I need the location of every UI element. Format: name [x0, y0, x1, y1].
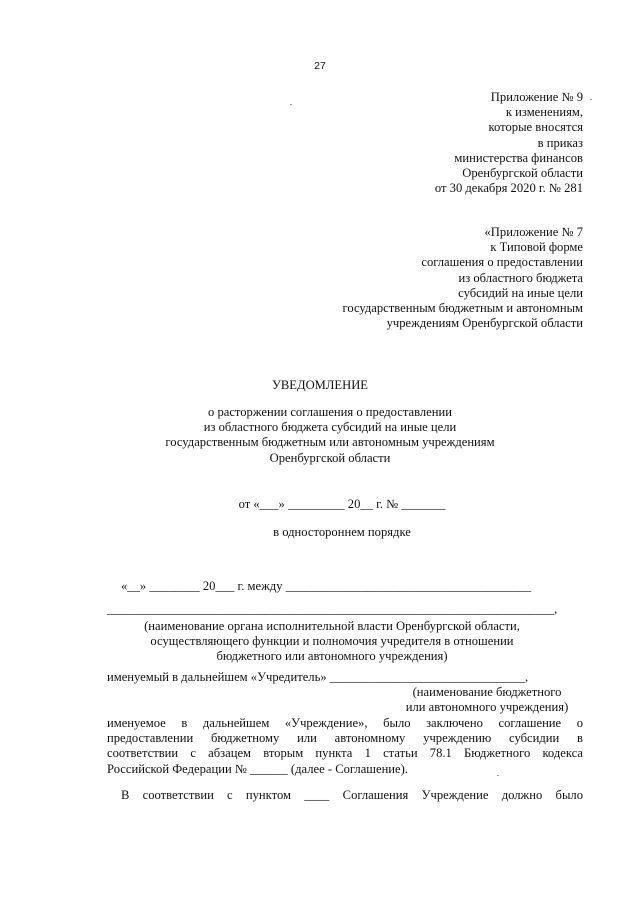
appendix-7-line: соглашения о предоставлении	[421, 255, 583, 270]
document-subtitle	[10, 405, 640, 466]
paragraph-line: В соответствии с пунктом ____ Соглашения Учреждение должно было	[121, 788, 583, 802]
subtitle-line: государственным бюджетным или автономным учреждениям	[165, 435, 495, 450]
appendix-7-line: государственным бюджетным и автономным	[342, 301, 583, 316]
scan-speck	[290, 104, 292, 105]
last-paragraph	[121, 788, 583, 803]
organ-note-line: осуществляющего функции и полномочия учредителя в отношении	[150, 634, 514, 649]
appendix-7-header	[342, 225, 583, 331]
appendix-9-line: от 30 декабря 2020 г. № 281	[434, 181, 583, 196]
founder-line: именуемый в дальнейшем «Учредитель» _______________________________,	[107, 670, 529, 684]
appendix-9-line: Оренбургской области	[462, 166, 583, 181]
appendix-9-line: министерства финансов	[454, 150, 583, 165]
appendix-9-header	[435, 90, 583, 196]
mode-text: в одностороннем порядке	[273, 525, 411, 539]
paragraph-line: Российской Федерации № ______ (далее - Соглашение).	[107, 761, 408, 776]
appendix-9-line: к изменениям,	[505, 105, 583, 120]
document-title	[0, 378, 640, 393]
page-number: 27	[314, 60, 326, 72]
organ-note-line: бюджетного или автономного учреждения)	[216, 649, 448, 664]
institution-note-line: (наименование бюджетного	[412, 685, 562, 699]
institution-note	[392, 685, 582, 715]
appendix-9-line: в приказ	[537, 135, 583, 150]
subtitle-line: из областного бюджета субсидий на иные цели	[203, 420, 457, 435]
appendix-7-line: к Типовой форме	[490, 240, 583, 255]
agreement-paragraph	[107, 716, 583, 777]
title-text: УВЕДОМЛЕНИЕ	[271, 378, 368, 392]
paragraph-line: соответствии с абзацем вторым пункта 1 статьи 78.1 Бюджетного кодекса	[107, 746, 583, 761]
paragraph-line: предоставлении бюджетному или автономному учреждению субсидии в	[107, 731, 583, 746]
scan-speck	[497, 775, 499, 776]
appendix-7-line: «Приложение № 7	[484, 225, 583, 239]
institution-note-line: или автономного учреждения)	[405, 700, 569, 714]
appendix-7-line: субсидий на иные цели	[458, 285, 583, 300]
paragraph-line: именуемое в дальнейшем «Учреждение», было заключено соглашение о	[107, 716, 583, 730]
unilateral-mode	[22, 525, 640, 540]
subtitle-line: о расторжении соглашения о предоставлении	[208, 405, 452, 419]
between-line: «__» ________ 20___ г. между _______________________________________	[121, 579, 532, 593]
subtitle-line: Оренбургской области	[269, 450, 391, 465]
appendix-9-line: Приложение № 9	[490, 90, 583, 104]
scan-speck	[590, 99, 592, 100]
appendix-9-line: которые вносятся	[488, 120, 583, 135]
organ-note	[12, 619, 640, 665]
date-number-line	[22, 497, 640, 512]
appendix-7-line: учреждениям Оренбургской области	[386, 316, 583, 331]
organ-note-line: (наименование органа исполнительной власти Оренбургской области,	[144, 619, 520, 633]
organ-blank-line: _______________________________________________________________________,	[107, 602, 558, 616]
date-line-text: от «___» _________ 20__ г. № _______	[238, 497, 446, 511]
appendix-7-line: из областного бюджета	[458, 270, 583, 285]
